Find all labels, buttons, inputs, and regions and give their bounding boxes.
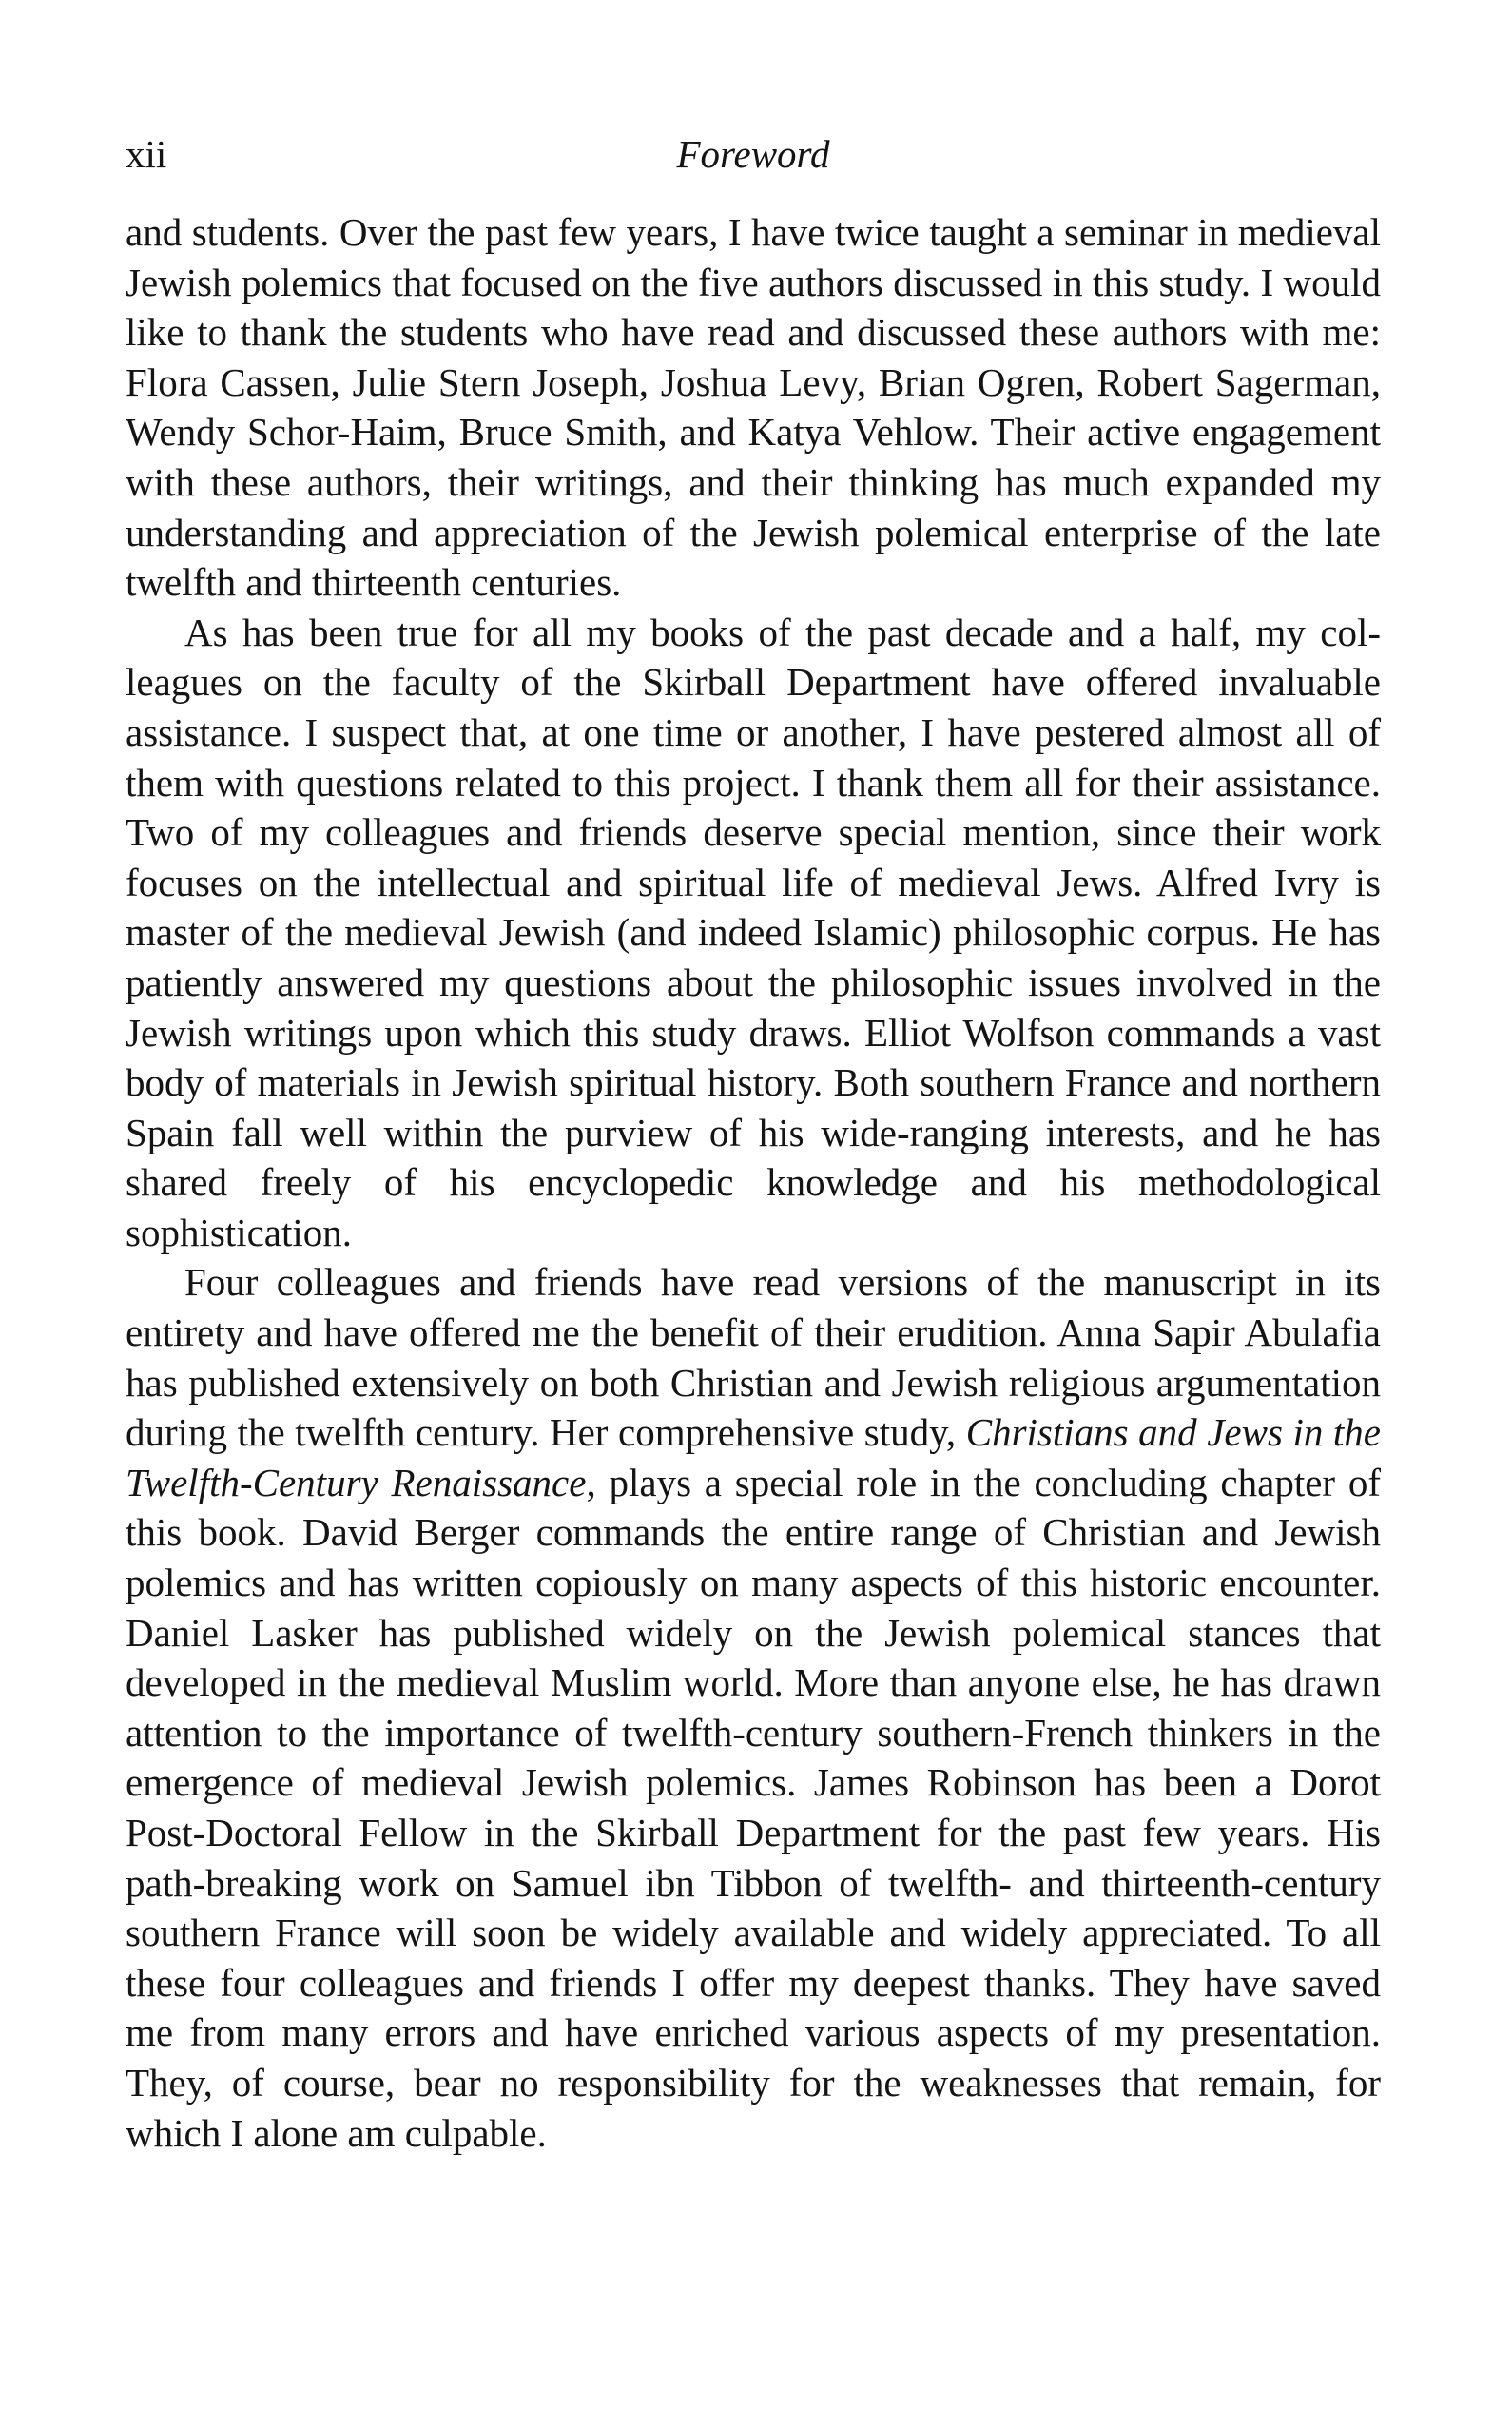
page-number: xii <box>126 132 167 176</box>
paragraph-readers-thanks <box>126 1257 1381 2158</box>
paragraph-students-thanks: and students. Over the past few years, I have twice taught a seminar in medieval Jewish polemics that focused on the five authors discussed in this study. I would like to thank the students who have read and discussed these authors with me: Flora Cassen, Julie Stern Joseph, Joshua Levy, Brian Ogren, Robert Sagerman, Wendy Schor-Haim, Bruce Smith, and Katya Vehlow. Their active engagement with these authors, their writings, and their thinking has much expanded my understanding and appreciation of the Jewish polemical enterprise of the late twelfth and thirteenth centuries. <box>126 210 1381 605</box>
book-title: Christians and Jews in the Twelfth-Century Renaissance <box>126 1410 1381 1504</box>
running-head <box>126 126 1381 183</box>
paragraph-colleagues-thanks: As has been true for all my books of the past decade and a half, my colleagues on the faculty of the Skirball Department have offered invaluable assistance. I suspect that, at one time or another, I have pestered almost all of them with questions related to this project. I thank them all for their assistance. Two of my colleagues and friends deserve special mention, since their work focuses on the intellectual and spiritual life of medieval Jews. Alfred Ivry is master of the medieval Jewish (and indeed Islamic) philosophic corpus. He has patiently answered my questions about the philosophic issues involved in the Jewish writings upon which this study draws. Elliot Wolfson commands a vast body of materials in Jewish spiritual history. Both southern France and northern Spain fall well within the purview of his wide-ranging interests, and he has shared freely of his encyclopedic knowledge and his methodological sophistication. <box>126 610 1381 1254</box>
paragraph-readers-text-end: , plays a special role in the concluding chapter of this book. David Berger commands the entire range of Christian and Jewish polemics and has written copiously on many aspects of this historic encounter. Daniel Lasker has published widely on the Jewish polemical stances that developed in the medieval Muslim world. More than anyone else, he has drawn attention to the importance of twelfth-century southern-French thinkers in the emergence of medieval Jewish polemics. James Robinson has been a Dorot Post-Doctoral Fellow in the Skirball Department for the past few years. His path-breaking work on Samuel ibn Tibbon of twelfth- and thirteenth-century southern France will soon be widely available and widely appreciated. To all these four colleagues and friends I offer my deepest thanks. They have saved me from many errors and have enriched various aspects of my presentation. They, of course, bear no responsibility for the weaknesses that remain, for which I alone am culpable. <box>126 1460 1381 2155</box>
running-title: Foreword <box>676 132 830 176</box>
body-text <box>126 207 1381 2158</box>
paragraph-readers-text-start: Four colleagues and friends have read versions of the manuscript in its entirety and have offered me the benefit of their erudition. Anna Sapir Abulafia has published extensively on both Christian and Jewish religious argumentation during the twelfth century. Her comprehensive study, <box>126 1260 1381 1455</box>
